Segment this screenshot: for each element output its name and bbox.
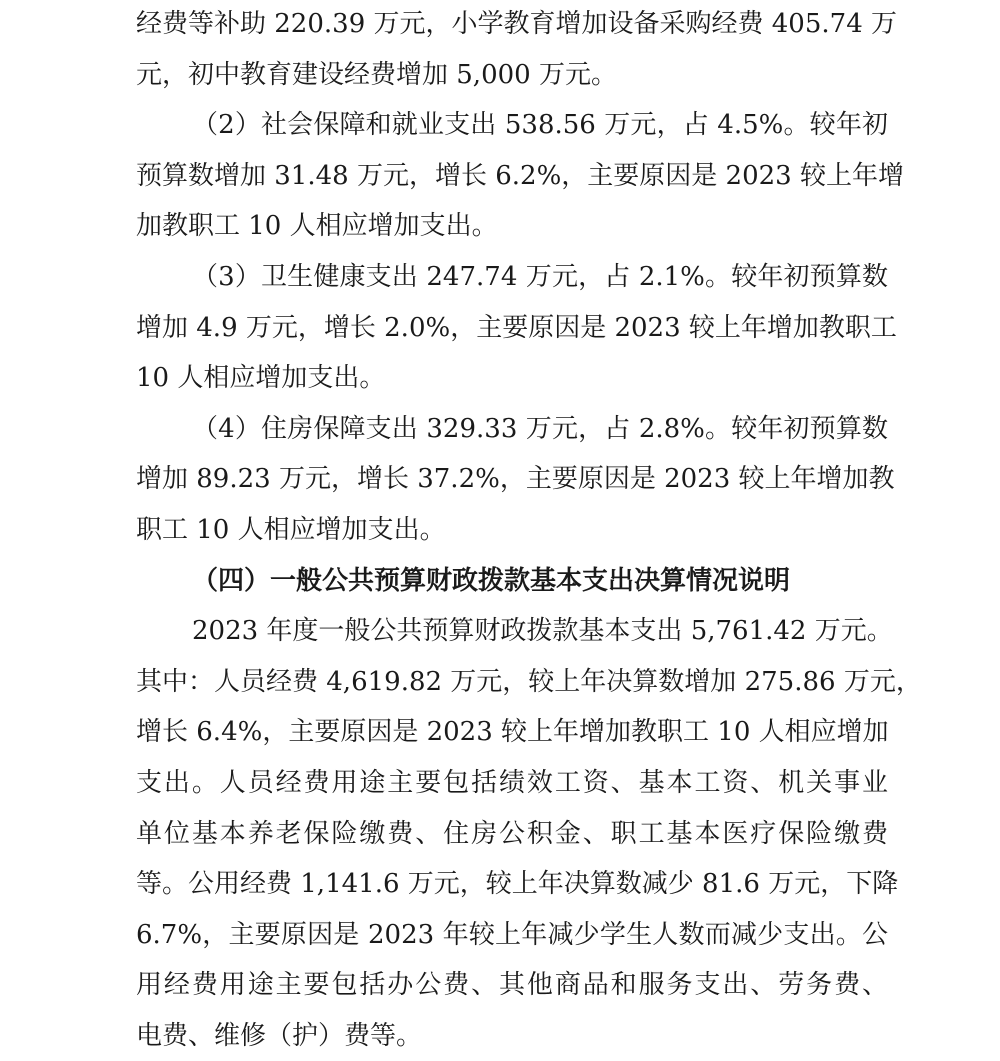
text-line: 职工 10 人相应增加支出。	[136, 514, 446, 545]
text-line: 支出。人员经费用途主要包括绩效工资、基本工资、机关事业	[136, 767, 888, 798]
paragraph-start-health: （3）卫生健康支出 247.74 万元，占 2.1%。较年初预算数	[192, 261, 888, 292]
text-line: 预算数增加 31.48 万元，增长 6.2%，主要原因是 2023 较上年增	[136, 160, 904, 191]
text-line: 用经费用途主要包括办公费、其他商品和服务支出、劳务费、	[136, 970, 888, 1001]
text-line: 电费、维修（护）费等。	[136, 1020, 423, 1051]
text-line: 增长 6.4%，主要原因是 2023 较上年增加教职工 10 人相应增加	[136, 717, 889, 748]
document-body	[136, 0, 922, 1061]
text-line: 单位基本养老保险缴费、住房公积金、职工基本医疗保险缴费	[136, 818, 888, 849]
text-line: 10 人相应增加支出。	[136, 363, 386, 394]
text-line: 其中：人员经费 4,619.82 万元，较上年决算数增加 275.86 万元，	[136, 666, 922, 697]
text-line: 6.7%，主要原因是 2023 年较上年减少学生人数而减少支出。公	[136, 919, 888, 950]
paragraph-start-basic-expenditure: 2023 年度一般公共预算财政拨款基本支出 5,761.42 万元。	[192, 616, 893, 647]
text-line: 经费等补助 220.39 万元，小学教育增加设备采购经费 405.74 万	[136, 9, 898, 39]
text-line: 元，初中教育建设经费增加 5,000 万元。	[136, 59, 617, 90]
paragraph-start-housing: （4）住房保障支出 329.33 万元，占 2.8%。较年初预算数	[192, 413, 888, 444]
text-line: 等。公用经费 1,141.6 万元，较上年决算数减少 81.6 万元，下降	[136, 869, 899, 900]
section-heading: （四）一般公共预算财政拨款基本支出决算情况说明	[192, 565, 791, 596]
text-line: 增加 4.9 万元，增长 2.0%，主要原因是 2023 较上年增加教职工	[136, 312, 897, 343]
text-line: 增加 89.23 万元，增长 37.2%，主要原因是 2023 较上年增加教	[136, 464, 895, 495]
text-line: 加教职工 10 人相应增加支出。	[136, 211, 498, 242]
paragraph-start-social-security: （2）社会保障和就业支出 538.56 万元，占 4.5%。较年初	[192, 110, 888, 141]
